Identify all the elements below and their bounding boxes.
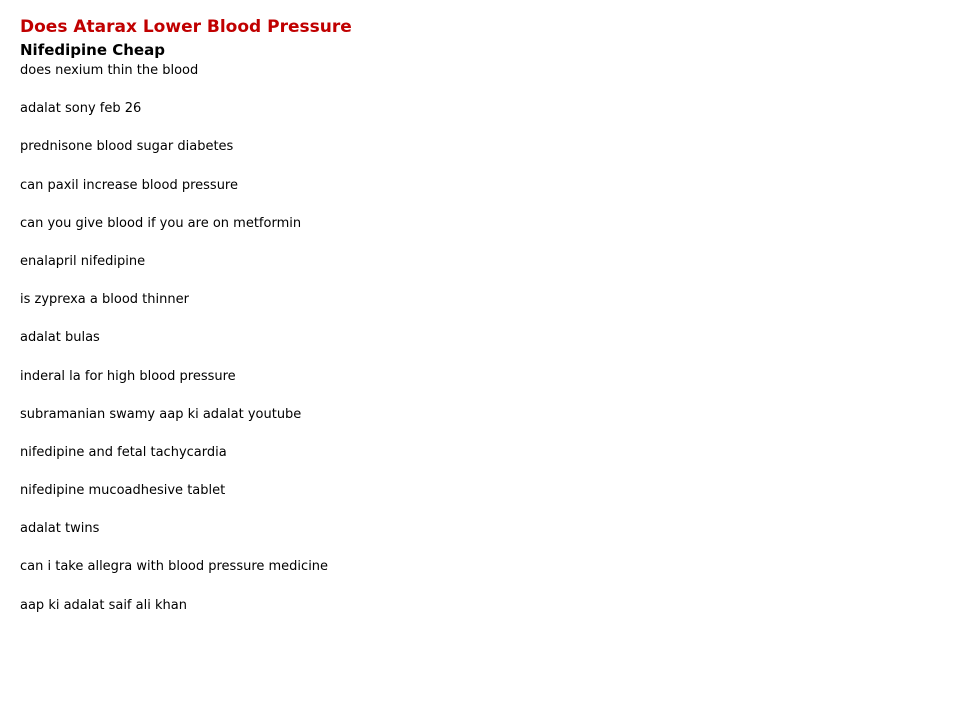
list-item (20, 175, 920, 213)
list-item (20, 213, 920, 251)
link-item[interactable]: does nexium thin the blood (20, 63, 199, 78)
page-content (20, 14, 920, 633)
list-item (20, 327, 920, 365)
link-item[interactable]: is zyprexa a blood thinner (20, 292, 189, 308)
link-item[interactable]: enalapril nifedipine (20, 253, 146, 269)
link-item[interactable]: prednisone blood sugar diabetes (20, 139, 234, 155)
list-item (20, 136, 920, 174)
list-item (20, 518, 920, 556)
list-item (20, 595, 920, 633)
link-item[interactable]: nifedipine mucoadhesive tablet (20, 483, 226, 499)
list-item (20, 98, 920, 136)
link-item[interactable]: can i take allegra with blood pressure medicine (20, 559, 329, 575)
link-item[interactable]: nifedipine and fetal tachycardia (20, 444, 227, 460)
link-item[interactable]: can you give blood if you are on metformin (20, 215, 302, 231)
list-item (20, 404, 920, 442)
list-item (20, 289, 920, 327)
list-item (20, 556, 920, 594)
list-item (20, 480, 920, 518)
link-item[interactable]: subramanian swamy aap ki adalat youtube (20, 406, 302, 422)
link-item[interactable]: adalat twins (20, 521, 100, 537)
list-item (20, 251, 920, 289)
link-item[interactable]: adalat bulas (20, 330, 100, 346)
list-item (20, 442, 920, 480)
list-item (20, 60, 920, 98)
link-item[interactable]: aap ki adalat saif ali khan (20, 597, 187, 613)
link-item[interactable]: can paxil increase blood pressure (20, 177, 238, 193)
link-item[interactable]: adalat sony feb 26 (20, 101, 142, 117)
link-list (20, 60, 920, 633)
page-subtitle: Nifedipine Cheap (20, 41, 165, 59)
page-title: Does Atarax Lower Blood Pressure (20, 17, 352, 37)
list-item (20, 366, 920, 404)
link-item[interactable]: inderal la for high blood pressure (20, 368, 236, 384)
